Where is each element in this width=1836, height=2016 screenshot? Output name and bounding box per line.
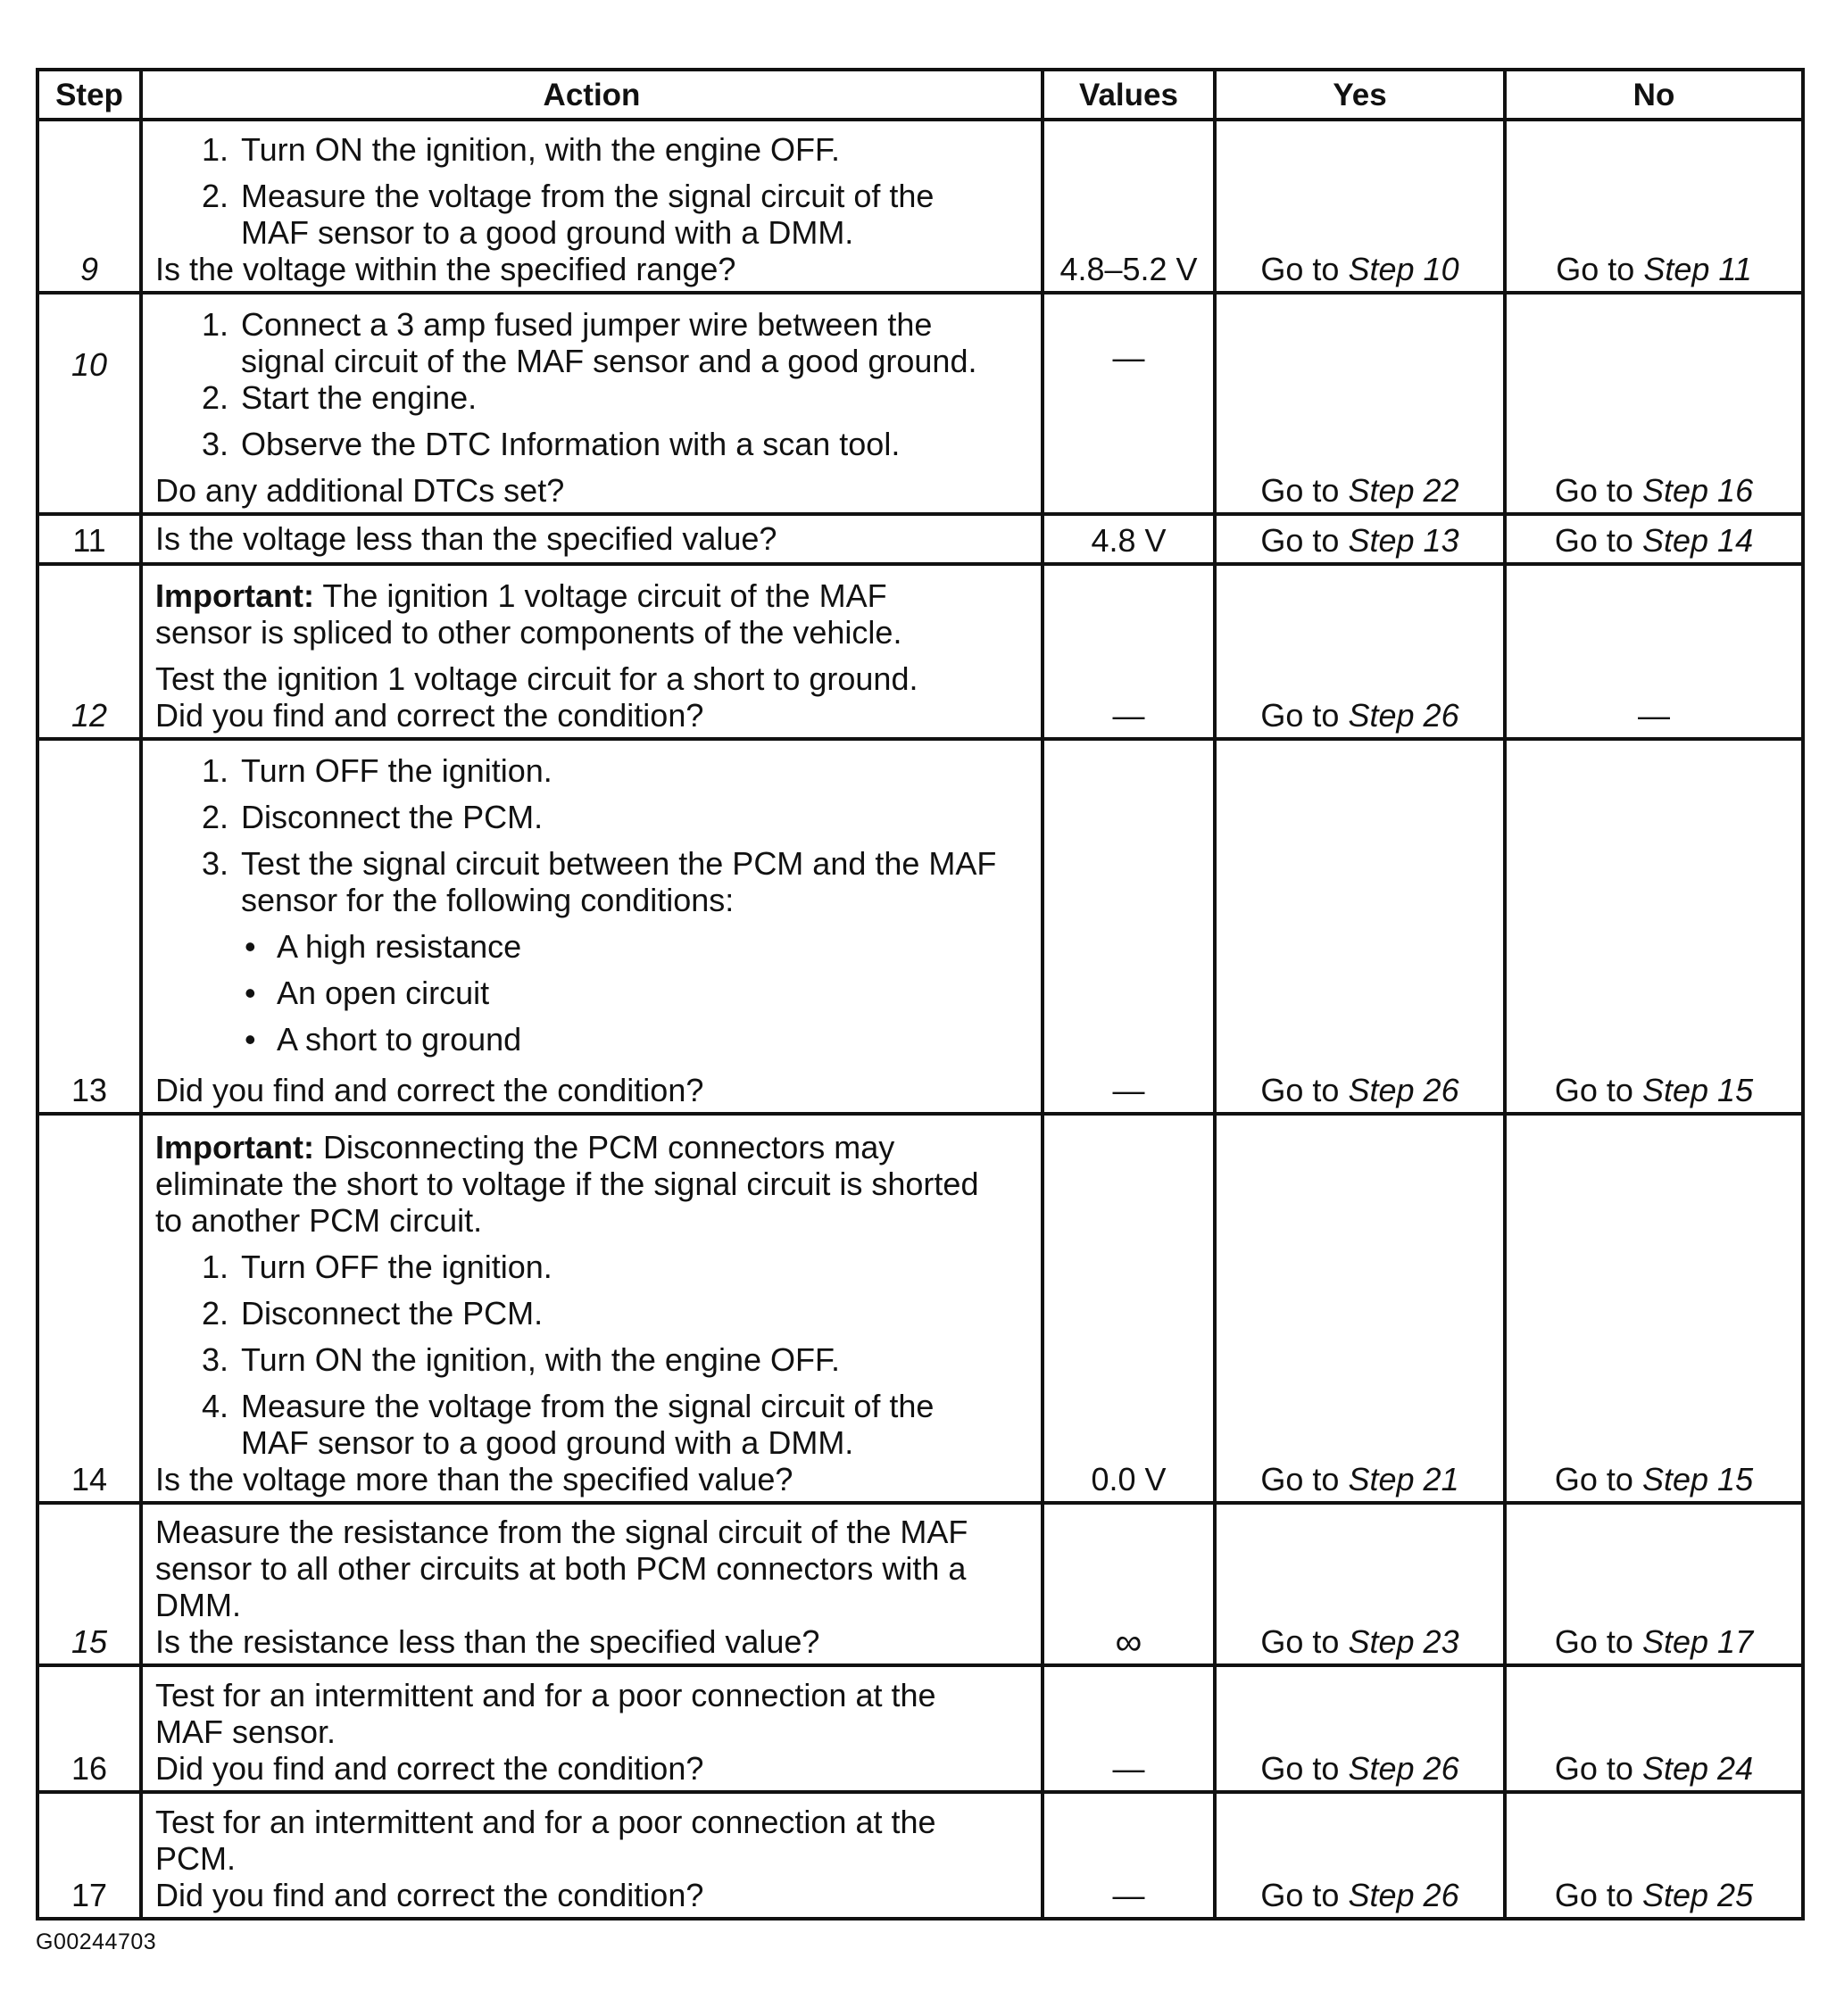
action-cell <box>141 739 1043 1114</box>
step-number: 9 <box>37 120 141 293</box>
action-cell <box>141 514 1043 564</box>
note-text: Disconnecting the PCM connectors may <box>313 1129 895 1166</box>
table-row-step-11 <box>37 514 1803 564</box>
step-link[interactable]: Step 24 <box>1641 1750 1754 1787</box>
action-text: Test for an intermittent and for a poor connection at the <box>155 1677 936 1713</box>
item-text: Turn OFF the ignition. <box>241 1249 552 1285</box>
action-question: Is the voltage more than the specified value? <box>155 1461 793 1497</box>
no-cell <box>1505 1503 1803 1665</box>
item-number: 2. <box>201 1295 228 1332</box>
action-cell <box>141 1665 1043 1792</box>
item-number: 3. <box>201 845 228 882</box>
item-text: Turn OFF the ignition. <box>241 752 552 789</box>
table-row-step-12 <box>37 564 1803 739</box>
action-step-item <box>182 426 1028 462</box>
no-cell <box>1505 739 1803 1114</box>
no-cell <box>1505 120 1803 293</box>
step-link[interactable]: Step 22 <box>1348 472 1459 509</box>
step-number: 15 <box>37 1503 141 1665</box>
yes-cell <box>1215 739 1505 1114</box>
value-cell: — <box>1043 1665 1215 1792</box>
action-question: Did you find and correct the condition? <box>155 1750 704 1787</box>
figure-id: G00244703 <box>36 1929 157 1954</box>
no-cell <box>1505 1114 1803 1503</box>
value-cell: 4.8 V <box>1043 514 1215 564</box>
item-text: Turn ON the ignition, with the engine OFF. <box>241 131 840 168</box>
step-number: 14 <box>37 1114 141 1503</box>
action-cell <box>141 120 1043 293</box>
action-text: PCM. <box>155 1840 236 1877</box>
table-row-step-16 <box>37 1665 1803 1792</box>
header-action: Action <box>141 70 1043 120</box>
header-values: Values <box>1043 70 1215 120</box>
action-question: Is the voltage within the specified range? <box>155 251 736 287</box>
table-row-step-10 <box>37 293 1803 514</box>
action-cell <box>141 1114 1043 1503</box>
step-number: 11 <box>37 514 141 564</box>
no-cell <box>1505 293 1803 514</box>
step-link[interactable]: Step 17 <box>1641 1623 1754 1660</box>
diagnostic-table <box>36 68 1805 1921</box>
note-text: The ignition 1 voltage circuit of the MAF <box>313 577 887 614</box>
value-cell: ∞ <box>1043 1503 1215 1665</box>
bullet-text: An open circuit <box>277 975 490 1011</box>
header-row <box>37 70 1803 120</box>
value-cell: — <box>1043 564 1215 739</box>
action-cell <box>141 1503 1043 1665</box>
goto-text: Go to <box>1554 1623 1633 1660</box>
action-text: Measure the resistance from the signal circuit of the MAF <box>155 1514 968 1550</box>
note-text: sensor is spliced to other components of the vehicle. <box>155 614 902 651</box>
goto-text: Go to <box>1260 1623 1340 1660</box>
important-label: Important: <box>155 577 314 614</box>
goto-text: Go to <box>1260 1877 1340 1913</box>
action-step-item <box>182 131 1028 168</box>
action-question: Did you find and correct the condition? <box>155 697 704 734</box>
step-link[interactable]: Step 15 <box>1641 1461 1754 1497</box>
important-label: Important: <box>155 1129 314 1166</box>
table-row-step-14 <box>37 1114 1803 1503</box>
item-text: sensor for the following conditions: <box>241 882 735 918</box>
item-text: Turn ON the ignition, with the engine OFF. <box>241 1341 840 1378</box>
bullet-text: A short to ground <box>277 1021 522 1058</box>
action-text: Test for an intermittent and for a poor connection at the <box>155 1804 936 1840</box>
value-cell: — <box>1043 739 1215 1114</box>
goto-text: Go to <box>1260 251 1340 287</box>
no-cell <box>1505 1665 1803 1792</box>
action-text: DMM. <box>155 1587 241 1623</box>
item-text: Measure the voltage from the signal circuit of the <box>241 1388 935 1424</box>
item-number: 1. <box>201 1249 228 1285</box>
step-number: 13 <box>37 739 141 1114</box>
item-text: MAF sensor to a good ground with a DMM. <box>241 1424 854 1461</box>
bullet-icon: • <box>245 1021 256 1058</box>
step-link[interactable]: Step 11 <box>1643 251 1752 287</box>
step-link[interactable]: Step 26 <box>1348 1750 1459 1787</box>
goto-text: Go to <box>1554 472 1633 509</box>
value-cell: — <box>1043 1792 1215 1919</box>
step-link[interactable]: Step 26 <box>1348 697 1459 734</box>
goto-text: Go to <box>1260 1461 1340 1497</box>
action-cell <box>141 564 1043 739</box>
value-cell: 0.0 V <box>1043 1114 1215 1503</box>
no-cell: — <box>1505 564 1803 739</box>
goto-text: Go to <box>1554 522 1633 559</box>
step-link[interactable]: Step 21 <box>1348 1461 1459 1497</box>
item-number: 4. <box>201 1388 228 1424</box>
action-step-item <box>182 379 1028 416</box>
action-step-item <box>182 1249 1028 1285</box>
important-note <box>155 1129 1028 1166</box>
goto-text: Go to <box>1260 522 1340 559</box>
goto-text: Go to <box>1556 251 1635 287</box>
item-number: 3. <box>201 426 228 462</box>
action-cell <box>141 293 1043 514</box>
goto-text: Go to <box>1260 472 1340 509</box>
step-link[interactable]: Step 26 <box>1348 1877 1459 1913</box>
action-text: sensor to all other circuits at both PCM connectors with a <box>155 1550 967 1587</box>
goto-text: Go to <box>1554 1461 1633 1497</box>
action-question: Do any additional DTCs set? <box>155 472 565 509</box>
header-no: No <box>1505 70 1803 120</box>
step-link[interactable]: Step 15 <box>1641 1072 1754 1108</box>
item-number: 2. <box>201 379 228 416</box>
bullet-icon: • <box>245 975 256 1011</box>
step-link[interactable]: Step 14 <box>1641 522 1754 559</box>
item-text: Disconnect the PCM. <box>241 1295 544 1332</box>
item-number: 2. <box>201 178 228 214</box>
step-link[interactable]: Step 13 <box>1348 522 1459 559</box>
action-step-item <box>182 1388 1028 1461</box>
item-number: 1. <box>201 131 228 168</box>
action-step-item <box>182 845 1028 918</box>
goto-text: Go to <box>1260 697 1340 734</box>
bullet-text: A high resistance <box>277 928 522 965</box>
yes-cell <box>1215 120 1505 293</box>
action-question: Is the resistance less than the specified value? <box>155 1623 820 1660</box>
table-row-step-9 <box>37 120 1803 293</box>
table-row-step-17 <box>37 1792 1803 1919</box>
item-number: 1. <box>201 752 228 789</box>
item-text: MAF sensor to a good ground with a DMM. <box>241 214 854 251</box>
goto-text: Go to <box>1260 1750 1340 1787</box>
important-note <box>155 577 1028 614</box>
action-step-item <box>182 752 1028 789</box>
no-cell <box>1505 514 1803 564</box>
step-link[interactable]: Step 23 <box>1348 1623 1459 1660</box>
step-link[interactable]: Step 25 <box>1641 1877 1754 1913</box>
action-step-item <box>182 1341 1028 1378</box>
header-step: Step <box>37 70 141 120</box>
note-text: eliminate the short to voltage if the signal circuit is shorted <box>155 1166 979 1202</box>
step-link[interactable]: Step 16 <box>1641 472 1754 509</box>
step-link[interactable]: Step 26 <box>1348 1072 1459 1108</box>
action-step-item <box>182 1295 1028 1332</box>
item-number: 2. <box>201 799 228 835</box>
goto-text: Go to <box>1554 1072 1633 1108</box>
value-cell: — <box>1043 293 1215 514</box>
table-row-step-15 <box>37 1503 1803 1665</box>
bullet-icon: • <box>245 928 256 965</box>
bullet-item <box>245 928 1028 965</box>
action-step-item <box>182 306 1028 379</box>
item-text: Measure the voltage from the signal circuit of the <box>241 178 935 214</box>
item-number: 1. <box>201 306 228 343</box>
item-number: 3. <box>201 1341 228 1378</box>
action-step-item <box>182 178 1028 251</box>
action-text: Test the ignition 1 voltage circuit for a short to ground. <box>155 660 918 697</box>
yes-cell <box>1215 293 1505 514</box>
yes-cell <box>1215 1665 1505 1792</box>
action-question: Is the voltage less than the specified value? <box>155 519 777 557</box>
table-row-step-13 <box>37 739 1803 1114</box>
yes-cell <box>1215 1114 1505 1503</box>
item-text: Start the engine. <box>241 379 478 416</box>
goto-text: Go to <box>1554 1750 1633 1787</box>
step-number: 17 <box>37 1792 141 1919</box>
action-question: Did you find and correct the condition? <box>155 1877 704 1913</box>
yes-cell <box>1215 1503 1505 1665</box>
value-cell: 4.8–5.2 V <box>1043 120 1215 293</box>
action-cell <box>141 1792 1043 1919</box>
goto-text: Go to <box>1554 1877 1633 1913</box>
step-number: 12 <box>37 564 141 739</box>
header-yes: Yes <box>1215 70 1505 120</box>
yes-cell <box>1215 514 1505 564</box>
item-text: Test the signal circuit between the PCM and the MAF <box>241 845 997 882</box>
action-question: Did you find and correct the condition? <box>155 1072 704 1108</box>
goto-text: Go to <box>1260 1072 1340 1108</box>
step-link[interactable]: Step 10 <box>1348 251 1459 287</box>
yes-cell <box>1215 564 1505 739</box>
step-number: 10 <box>37 293 141 514</box>
note-text: to another PCM circuit. <box>155 1202 483 1239</box>
bullet-item <box>245 975 1028 1011</box>
step-number: 16 <box>37 1665 141 1792</box>
item-text: Disconnect the PCM. <box>241 799 544 835</box>
item-text: signal circuit of the MAF sensor and a good ground. <box>241 343 977 379</box>
item-text: Connect a 3 amp fused jumper wire between the <box>241 306 933 343</box>
yes-cell <box>1215 1792 1505 1919</box>
action-text: MAF sensor. <box>155 1713 336 1750</box>
no-cell <box>1505 1792 1803 1919</box>
bullet-item <box>245 1021 1028 1058</box>
action-step-item <box>182 799 1028 835</box>
item-text: Observe the DTC Information with a scan tool. <box>241 426 901 462</box>
